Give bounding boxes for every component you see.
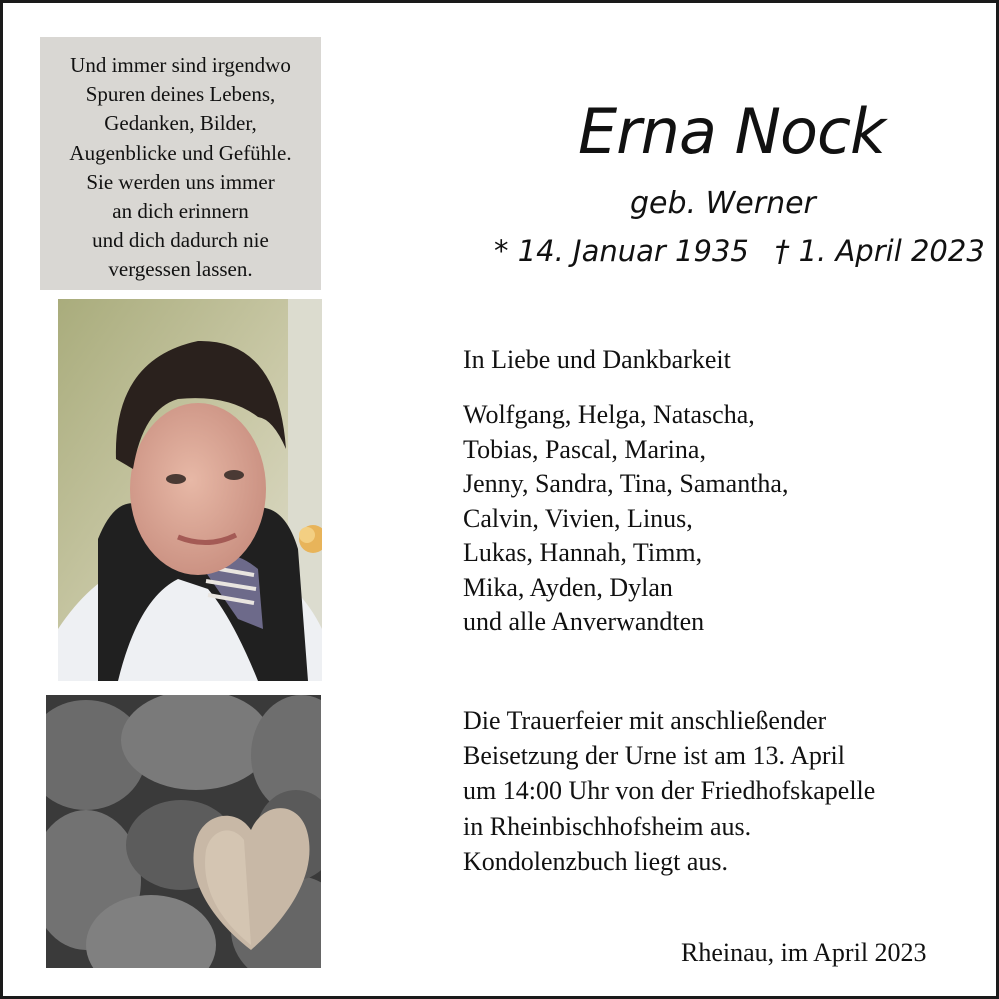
- poem-line: Und immer sind irgendwo: [70, 53, 291, 77]
- service-info: [463, 703, 875, 879]
- portrait-photo: [58, 299, 322, 681]
- mourner-line: Tobias, Pascal, Marina,: [463, 434, 706, 464]
- life-dates: [494, 232, 985, 270]
- mourner-line: und alle Anverwandten: [463, 607, 705, 636]
- mourner-line: Jenny, Sandra, Tina, Samantha,: [463, 469, 789, 498]
- poem-box: [40, 37, 321, 290]
- death-date: † 1. April 2023: [774, 234, 985, 268]
- mourner-line: Wolfgang, Helga, Natascha,: [463, 400, 755, 429]
- place-date: Rheinau, im April 2023: [681, 938, 927, 967]
- mourner-line: Calvin, Vivien, Linus,: [463, 503, 693, 533]
- poem-line: vergessen lassen.: [108, 257, 253, 282]
- service-line: in Rheinbischhofsheim aus.: [463, 811, 752, 841]
- deceased-name: Erna Nock: [578, 95, 885, 168]
- mourners-list: [463, 398, 788, 640]
- service-line: um 14:00 Uhr von der Friedhofskapelle: [463, 776, 876, 806]
- poem-line: Augenblicke und Gefühle.: [69, 140, 292, 165]
- poem-line: Spuren deines Lebens,: [85, 82, 276, 107]
- birth-date: * 14. Januar 1935: [494, 234, 749, 268]
- service-line: Beisetzung der Urne ist am 13. April: [463, 741, 845, 771]
- greeting: In Liebe und Dankbarkeit: [463, 345, 731, 374]
- poem-line: an dich erinnern: [112, 199, 249, 224]
- birth-name: geb. Werner: [630, 186, 816, 221]
- poem-line: Sie werden uns immer: [86, 169, 275, 194]
- stones-heart-photo: [46, 695, 321, 968]
- mourner-line: Lukas, Hannah, Timm,: [463, 538, 703, 567]
- service-line: Kondolenzbuch liegt aus.: [463, 846, 728, 876]
- service-line: Die Trauerfeier mit anschließender: [463, 706, 827, 735]
- mourner-line: Mika, Ayden, Dylan: [463, 572, 673, 602]
- poem-line: Gedanken, Bilder,: [104, 111, 257, 136]
- poem-line: und dich dadurch nie: [92, 228, 269, 253]
